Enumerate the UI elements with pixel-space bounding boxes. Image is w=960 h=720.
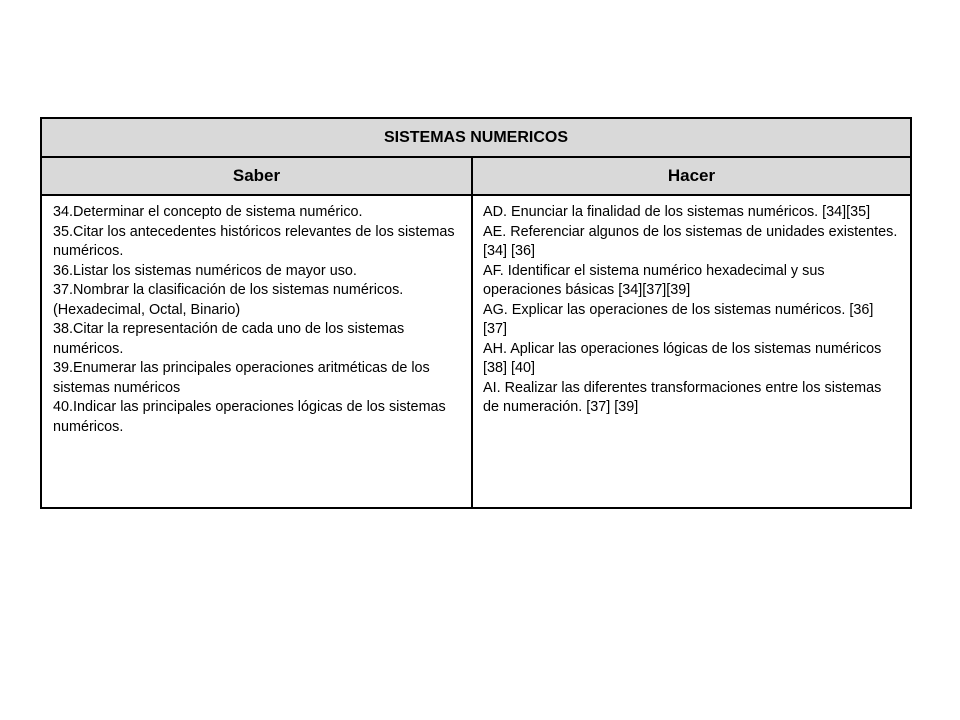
table-header-row — [42, 158, 910, 196]
hacer-item: AG. Explicar las operaciones de los sistemas numéricos. [36] [37] — [483, 301, 874, 337]
saber-cell — [42, 196, 471, 507]
hacer-cell — [473, 196, 910, 507]
hacer-item: AF. Identificar el sistema numérico hexadecimal y sus operaciones básicas [34][37][39] — [483, 262, 825, 298]
saber-item: 39.Enumerar las principales operaciones aritméticas de los sistemas numéricos — [53, 360, 430, 396]
table-title: SISTEMAS NUMERICOS — [42, 119, 910, 158]
hacer-item: AH. Aplicar las operaciones lógicas de los sistemas numéricos [38] [40] — [483, 340, 882, 376]
saber-item: 37.Nombrar la clasificación de los sistemas numéricos. (Hexadecimal, Octal, Binario) — [53, 282, 404, 318]
saber-item: 38.Citar la representación de cada uno de los sistemas numéricos. — [53, 321, 405, 357]
hacer-item: AE. Referenciar algunos de los sistemas de unidades existentes. [34] [36] — [483, 223, 898, 259]
saber-item: 36.Listar los sistemas numéricos de mayor uso. — [53, 262, 357, 279]
column-header-saber: Saber — [232, 166, 281, 185]
saber-item: 40.Indicar las principales operaciones lógicas de los sistemas numéricos. — [53, 399, 446, 435]
hacer-item: AI. Realizar las diferentes transformaciones entre los sistemas de numeración. [37] [39] — [483, 379, 882, 415]
sistemas-numericos-table — [40, 117, 912, 509]
hacer-item: AD. Enunciar la finalidad de los sistemas numéricos. [34][35] — [483, 204, 871, 220]
saber-item: 35.Citar los antecedentes históricos relevantes de los sistemas numéricos. — [53, 223, 455, 259]
column-header-hacer: Hacer — [667, 166, 716, 185]
saber-item: 34.Determinar el concepto de sistema numérico. — [53, 204, 363, 220]
